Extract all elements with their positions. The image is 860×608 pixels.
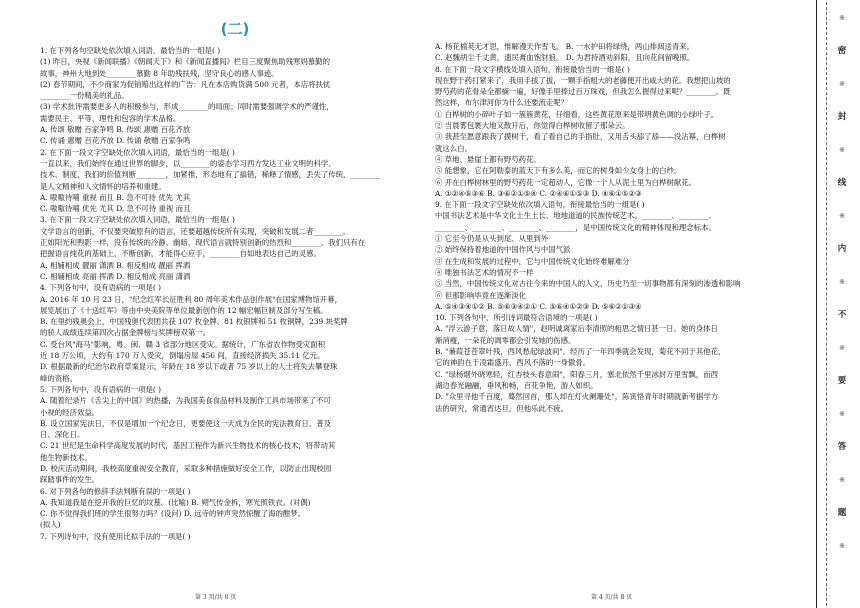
- text-line: A. 2016 年 10 月 23 日，"纪念红军长征胜利 80 周年美术作品创作展"在国家博物馆开幕，: [40, 294, 343, 304]
- text-line: (拟人): [40, 520, 61, 530]
- text-line: ② 始终保持着地道的中国作风与中国气派: [435, 245, 571, 255]
- star-mark: ※: [839, 278, 845, 286]
- star-mark: ※: [839, 410, 845, 418]
- text-line: C. 21 世纪是生命科学高度发展的时代，基因工程作为新兴生物技术的核心技术，将带动其: [40, 441, 336, 451]
- text-line: 近 18 万公顷，大约有 170 万人受灾，倒塌房屋 456 间，直接经济损失 35.11 亿元。: [40, 351, 325, 361]
- text-line: D. "众里寻他千百度，蓦然回首，那人却在灯火阑珊处"，陈寅恪青年时期就新考据学方: [435, 392, 719, 402]
- text-line: 渐消瘦，一朵花的凋零都会引发她的伤感。: [435, 335, 576, 345]
- text-line: 7. 下列诗句中，没有使用比拟手法的一项是( ): [40, 531, 191, 541]
- text-line: 野芍药的花骨朵全都摘一遍，好像手里捧过百万珠戏，但我怎么握得过来呢？________。既: [435, 87, 731, 97]
- text-line: ⑤ 当然，中国传统文化对古往今来的中国人的人文、历史乃至一切事物都有深刻的渗透和影响: [435, 279, 741, 289]
- text-line: ② 当晨雾包裹大地又散开后，你觉得白桦树收留了那朵云。: [435, 121, 630, 131]
- seal-label: 线: [837, 178, 847, 188]
- star-mark: ※: [839, 80, 845, 88]
- text-line: B. 在里约残奥会上，中国残奥代表团共获 107 枚金牌、81 枚银牌和 51 枚铜牌，239 块奖牌: [40, 317, 348, 327]
- text-line: 9. 在下面一段文字空缺处依次填入语句，衔接最恰当的一组是( ): [435, 200, 645, 210]
- seal-label: 要: [837, 376, 847, 386]
- text-line: ⑥ 但那影响毕竟在逐渐淡化: [435, 290, 527, 300]
- seal-label: 封: [837, 112, 847, 122]
- right-column: [435, 42, 807, 415]
- text-line: ③ 在生成和发展的过程中，它与中国传统文化始终难解难分: [435, 256, 630, 266]
- star-mark: ※: [839, 476, 845, 484]
- seal-label: 题: [837, 508, 847, 518]
- text-line: A. 相辅相成 靓丽 潇洒 B. 相反相成 靓丽 挥洒: [40, 260, 191, 270]
- text-line: C. 你不觉得我们班的学生很努力吗？(设问) D. 远寺的钟声突然惊醒了海的酣梦。: [40, 509, 306, 519]
- page-number-right: 第 4 页/共 8 页: [591, 594, 633, 601]
- text-line: ① 它至今仍是从头到尾、从里到外: [435, 234, 549, 244]
- text-line: 4. 下列各句中，没有语病的一项是( ): [40, 283, 161, 293]
- text-line: 的骄人战绩连续第四次占据金牌榜与奖牌榜双第一。: [40, 328, 210, 338]
- text-line: 6. 对下列各句的修辞手法判断有误的一项是( ): [40, 486, 191, 496]
- text-line: C. 受台风"海马"影响，粤、闽、赣 3 省部分地区受灾。据统计，广东省农作物受灾面积: [40, 339, 325, 349]
- page-number-left: 第 3 页/共 8 页: [195, 594, 237, 601]
- text-line: 8. 在下面一段文字横线处填入语句，衔接最恰当的一组是( ): [435, 64, 630, 74]
- seal-label: 密: [837, 46, 847, 56]
- text-line: 法的研究，常通宵达旦，但他乐此不疲。: [435, 403, 569, 413]
- text-line: ⑥ 开在白桦树林里的野芍药花一定超动人，它像一个人从泥土里为白桦树献花。: [435, 177, 697, 187]
- text-line: (2) 春节期间，不少商家为促销赔出这样的广告：凡在本店购货满 500 元者，本店将扶忧: [40, 79, 331, 89]
- text-line: ________、________、________、________，是中国传统文化的精神体现和理念标本。: [435, 222, 716, 232]
- text-line: 1. 在下列各句空缺处依次填入词语，最恰当的一组是( ): [40, 46, 221, 55]
- text-line: 就这么白。: [435, 143, 472, 153]
- text-line: 湖边春光融融，垂风和畅，百花争艳，游人如织。: [435, 380, 598, 390]
- section-title: (二): [220, 20, 250, 38]
- text-line: 10. 下列各句中，所引诗词最符合语境的一项是( ): [435, 313, 598, 323]
- text-line: A. 随着纪录片《舌尖上的中国》的热播，为我国美食食品材料及制作工具市场带来了不可: [40, 396, 331, 406]
- text-line: C. 赵魏胡尘千丈黄，遗民膏血饱豺狼。 D. 为君持酒劝斜阳，且向花间留晚照。: [435, 53, 695, 63]
- text-line: 技术、制度，我们的价值判断________，加紧推，形态地有了搞错，稀释了情感，丢失了传统，________: [40, 170, 380, 180]
- text-line: C. 嗷嗷待哺 优先 尤其 D. 急不可待 重视 而且: [40, 204, 191, 214]
- text-line: 一直以来，我们始终在通过世界的脚步，以________的姿态学习西方发达工业文明的科学、: [40, 158, 336, 168]
- text-line: 故事，神州大地到处________慕勤 8 年助残扶残，坚守良心的感人事迹。: [40, 68, 279, 78]
- text-line: ④ 草地、悬崖上都有野芍药花。: [435, 154, 541, 164]
- text-line: 是人文精神和人文情怀的培养和重建。: [40, 181, 166, 191]
- star-mark: ※: [839, 344, 845, 352]
- text-line: ③ 我甚至愿意跟我了摸树干，看了看自己的手指肚，又用舌头舔了舔——没沾幂，白桦树: [435, 132, 726, 142]
- text-line: C. 相辅相成 亮丽 挥洒 D. 相反相成 亮丽 潇洒: [40, 271, 191, 281]
- text-line: 踩踏事件的发生。: [40, 475, 100, 485]
- seal-line-dashed: [826, 2, 828, 606]
- text-line: 日、深化日。: [40, 430, 85, 440]
- text-line: B. 设立国家宪法日，不仅是增加一个纪念日，更要使这一天成为全民的宪法教育日、普及: [40, 418, 331, 428]
- text-line: 它的神韵在于凌霜盛开、西风不落的一身傲骨。: [435, 358, 591, 368]
- text-line: (3) 学术批评需要更多人的积极参与，形成________的局面；同时需要强调学术的严谨性，: [40, 102, 334, 112]
- text-line: 需要民主、平等、理性和包容的学术品格。: [40, 113, 181, 123]
- text-line: 5. 下列各句中，没有语病的一项是( ): [40, 384, 161, 394]
- text-line: A. ⑤④③④①② B. ⑤⑥③④②① C. ⑤⑥④①②③ D. ⑤⑥②①③④: [435, 301, 642, 311]
- text-line: ⑤ 能想象，它在阿勒泰的蓝天下有多么美，而它的树身如少女身上的白纱。: [435, 166, 682, 176]
- text-line: 峰的资格。: [40, 373, 77, 383]
- text-line: ① 白桦树的小碎叶子如一簇簇黄花，仔细看，这些黄花原来是带明黄色调的小绿叶子。: [435, 109, 719, 119]
- text-line: A. ①②④⑤③⑥ B. ③⑥②①⑤④ C. ②④⑥①⑤③ D. ④⑥①⑤②③: [435, 188, 642, 198]
- text-line: ________一份精美的礼品。: [40, 91, 129, 101]
- star-mark: ※: [839, 542, 845, 550]
- text-line: 展览展出了《十送红军》等由中央美院等单位最新创作的 12 幅宏幅巨制及部分写生稿。: [40, 305, 328, 315]
- seal-label: 内: [837, 244, 847, 254]
- left-column: [40, 46, 418, 543]
- text-line: C. 传诵 惠赠 百花齐放 D. 传诵 敬赠 百家争鸣: [40, 136, 191, 146]
- text-line: 正如阳光和煦影一样，没有传统的冷静、幽暗，现代语言就特别创新的热烈和________。我们只有在: [40, 238, 366, 248]
- text-line: 把握语言纯花的基础上，不断创新，才能得心应手，________自如地表达自己的灵感。: [40, 249, 321, 259]
- text-line: A. 传颂 敬赠 百家争鸣 B. 传颂 惠赠 百花齐放: [40, 125, 191, 135]
- text-line: 他生物新技术。: [40, 452, 92, 462]
- star-mark: ※: [839, 14, 845, 22]
- text-line: 现在野于药打紧来了，我用手拔了拔，一颗手指粗大的老藤便开出咸大的花。我想把山坡的: [435, 75, 731, 85]
- text-line: 然这样，布尔津河你为什么还要流走呢？: [435, 98, 569, 108]
- seal-label: 不: [837, 310, 847, 320]
- text-line: 2. 在下面一段文字空缺处依次填入词语，最恰当的一组是( ): [40, 147, 235, 157]
- text-line: 小视的经济效益。: [40, 407, 100, 417]
- text-line: 3. 在下面一段文字空缺处依次填入词语，最恰当的一组是( ): [40, 215, 235, 225]
- text-line: A. 我知道我是在挖开我的巨忆的坟墓。(比喻) B. 朔气传金柝，寒光照铁衣。(对偶): [40, 497, 311, 507]
- text-line: (1) 昨日，央视《新闻联播》《朝闻天下》和《新闻直播间》栏目三度聚焦助残寒妈慕勤的: [40, 57, 330, 67]
- text-line: ④ 唯独书法艺术的情况不一样: [435, 267, 534, 277]
- text-line: D. 根据最新的纪治尔政府草案显示，年龄在 18 岁以下或者 75 岁以上的人士将失去攀登珠: [40, 362, 338, 372]
- text-line: A. 嗷嗷待哺 重视 而且 B. 急不可待 优先 尤其: [40, 192, 191, 202]
- text-line: A. "浮云游子意，落日故人情"，赵明诚离家后李清照的相思之情日甚一日。她的身体日: [435, 324, 718, 334]
- star-mark: ※: [839, 146, 845, 154]
- seal-label: 答: [837, 442, 847, 452]
- text-line: C. "绿杨烟外晓寒轻，红杏枝头春意闹"，阳春三月，塞北依然千里冰封万里雪飘，而西: [435, 369, 718, 379]
- text-line: D. 校庆活动期间，我校高度重视安全教育，采取多种措施做好安全工作，以防止出现校园: [40, 463, 332, 473]
- text-line: 中国书法艺术是中华文化土生土长、地地道道的民族传统艺术。________、________、: [435, 211, 716, 221]
- star-mark: ※: [839, 212, 845, 220]
- text-line: A. 杨花榆荚无才思，惟解漫天作雪飞。 B. 一水护田将绿绕，两山排闼送青来。: [435, 42, 695, 51]
- text-line: 文学语言的创新，不仅要突破原有的语言，还要超越传统所有实现，突破和发展二者________。: [40, 226, 351, 236]
- text-line: B. "蒹葭苍苍翠叶残，西风愁起绿波间"，经历了一年四季就会发现，菊花不同于其他花，: [435, 347, 726, 357]
